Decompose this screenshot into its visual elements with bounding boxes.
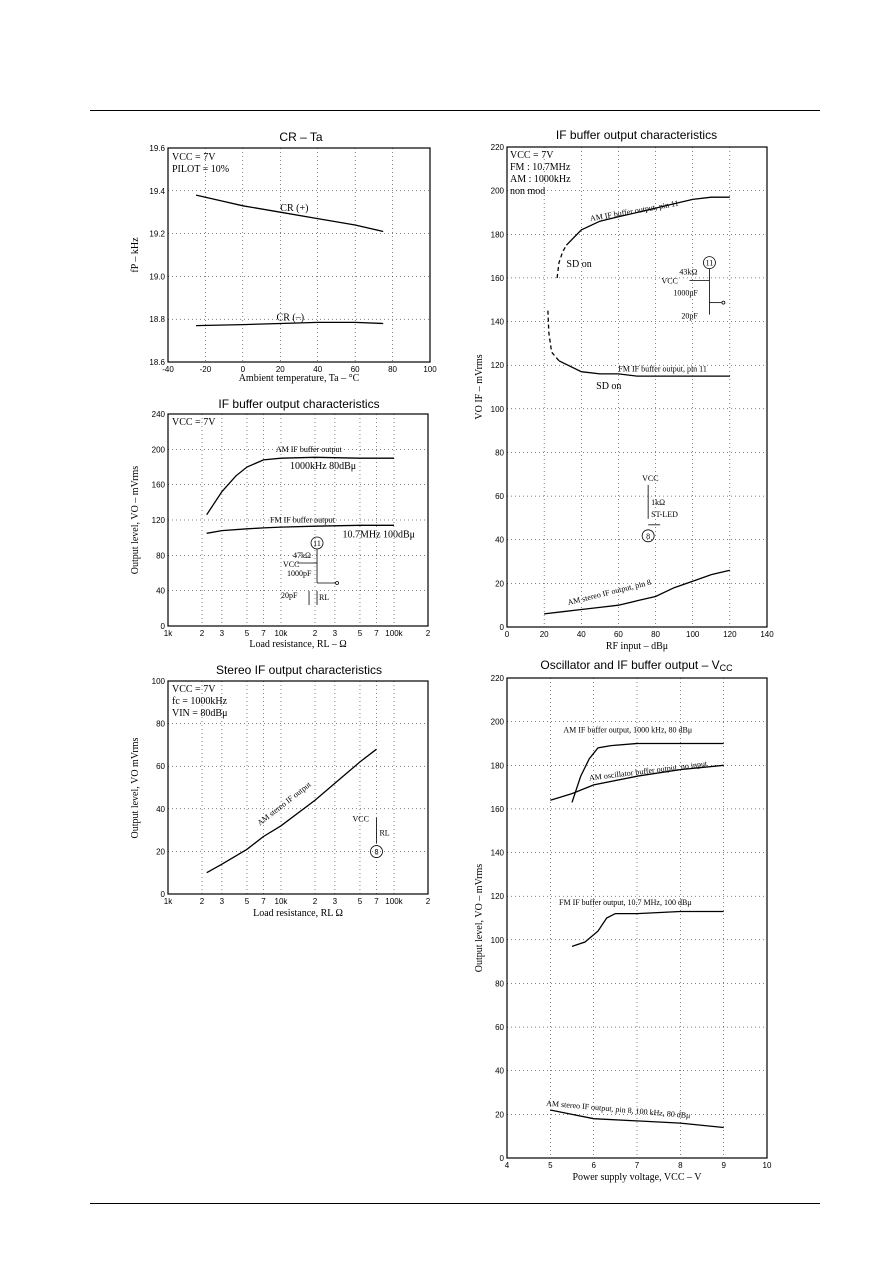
- x-tick-label: 120: [723, 630, 737, 639]
- x-tick-label: 3: [332, 629, 338, 638]
- x-axis-label: Load resistance, RL Ω: [253, 908, 343, 919]
- if-buffer-load-chart: [120, 395, 450, 655]
- y-tick-label: 0: [499, 1154, 504, 1163]
- y-tick-label: 0: [499, 623, 504, 632]
- x-tick-label: 60: [350, 365, 360, 374]
- terminal: [722, 301, 725, 304]
- y-tick-label: 20: [156, 847, 165, 857]
- y-tick-label: 19.6: [149, 144, 165, 153]
- y-tick-label: 60: [156, 762, 165, 772]
- y-tick-label: 200: [490, 186, 504, 196]
- y-axis-label: Output level, VO – mVrms: [474, 863, 485, 973]
- x-tick-label: 1k: [163, 629, 173, 638]
- y-tick-label: 80: [156, 551, 165, 561]
- x-tick-label: 5: [548, 1161, 553, 1170]
- x-tick-label: 3: [219, 629, 225, 638]
- y-tick-label: 19.4: [149, 186, 165, 196]
- series-label: AM stereo IF output, pin 8: [566, 577, 653, 608]
- circuit-schematic: [281, 537, 339, 605]
- if-buffer-load-plot: [120, 395, 450, 655]
- resistor-label: 43kΩ: [679, 267, 698, 277]
- sd-label: SD on: [566, 259, 592, 270]
- x-tick-label: 3: [332, 897, 338, 906]
- y-tick-label: 19.2: [149, 229, 165, 239]
- osc-if-vcc-chart: [460, 655, 790, 1190]
- x-tick-label: 10: [762, 1161, 772, 1170]
- x-tick-label: 7: [261, 897, 266, 906]
- x-tick-label: 80: [651, 630, 661, 639]
- y-tick-label: 40: [156, 586, 165, 596]
- x-tick-label: 7: [374, 897, 379, 906]
- vcc-label: VCC: [642, 473, 659, 483]
- chart-title: IF buffer output characteristics: [218, 397, 380, 411]
- y-tick-label: 40: [156, 804, 165, 814]
- led-label: ST-LED: [651, 509, 678, 519]
- x-tick-label: 20: [275, 365, 285, 374]
- y-tick-label: 160: [490, 273, 504, 283]
- condition-note: VCC = 7V: [510, 150, 554, 161]
- condition-label: 1000kHz 80dBμ: [289, 460, 357, 472]
- condition-label: 10.7MHz 100dBμ: [342, 529, 416, 541]
- circuit-schematic-bottom: [642, 474, 678, 542]
- x-tick-label: 0: [504, 630, 510, 639]
- y-axis-label: fP – kHz: [130, 237, 141, 273]
- vcc-label: VCC: [352, 814, 369, 824]
- x-tick-label: 40: [576, 630, 586, 639]
- x-tick-label: 10k: [274, 897, 288, 906]
- stereo-if-chart: [120, 660, 450, 925]
- x-tick-label: 10k: [274, 629, 288, 638]
- x-tick-label: 5: [244, 629, 250, 638]
- y-tick-label: 20: [495, 579, 504, 589]
- sd-transition-fm: [548, 311, 559, 361]
- sd-transition-am: [557, 245, 566, 278]
- y-tick-label: 200: [151, 445, 165, 455]
- y-tick-label: 100: [151, 677, 165, 686]
- y-tick-label: 220: [490, 674, 504, 683]
- y-tick-label: 100: [490, 404, 504, 414]
- condition-note: VIN = 80dBμ: [172, 708, 228, 719]
- vcc-label: VCC: [661, 276, 678, 286]
- series-label: AM IF buffer output, 1000 kHz, 80 dBμ: [563, 725, 693, 735]
- if-buffer-rf-chart: [460, 125, 790, 655]
- x-tick-label: 40: [313, 365, 323, 374]
- x-tick-label: 7: [634, 1161, 640, 1170]
- sd-label: SD on: [596, 381, 622, 393]
- condition-note: VCC = 7V: [172, 152, 216, 163]
- y-tick-label: 160: [490, 804, 504, 814]
- chart-title: CR – Ta: [279, 130, 323, 144]
- x-tick-label: 9: [721, 1161, 726, 1170]
- stereo-if-plot: [120, 660, 450, 925]
- series-am-stereo-if-line: [207, 749, 377, 873]
- y-tick-label: 18.6: [149, 358, 165, 367]
- x-tick-label: 80: [388, 365, 398, 374]
- y-tick-label: 120: [490, 892, 504, 902]
- series-label: AM IF buffer output, pin 11: [589, 198, 680, 224]
- y-tick-label: 120: [490, 361, 504, 371]
- x-tick-label: 2: [199, 629, 205, 638]
- cr-ta-chart: [120, 125, 450, 390]
- y-tick-label: 180: [490, 230, 504, 240]
- y-tick-label: 60: [495, 1023, 504, 1033]
- x-tick-label: 1k: [163, 897, 173, 906]
- y-tick-label: 220: [490, 143, 504, 152]
- chart-title: Stereo IF output characteristics: [215, 663, 383, 677]
- x-tick-label: 2: [425, 629, 431, 638]
- series-label: AM stereo IF output: [255, 779, 313, 828]
- circuit-schematic: [352, 815, 389, 858]
- series-label: CR (+): [280, 203, 309, 215]
- x-tick-label: -40: [162, 365, 174, 374]
- capacitor-label: 1000pF: [673, 288, 698, 298]
- x-tick-label: 100k: [385, 629, 403, 638]
- condition-note: non mod: [510, 186, 546, 197]
- x-tick-label: -20: [199, 365, 212, 374]
- if-buffer-rf-plot: [460, 125, 790, 655]
- circuit-schematic-top: [661, 257, 725, 321]
- capacitor-label: 1000pF: [287, 568, 312, 578]
- y-tick-label: 40: [495, 1066, 504, 1076]
- condition-note: VCC = 7V: [172, 684, 216, 695]
- pin-label: 8: [646, 531, 651, 541]
- osc-if-vcc-plot: [460, 655, 790, 1190]
- x-tick-label: 5: [357, 629, 363, 638]
- series-label: AM stereo IF output, pin 8, 100 kHz, 80 dBμ: [545, 1098, 691, 1121]
- x-axis-label: Ambient temperature, Ta – °C: [238, 373, 360, 384]
- y-axis-label: VO IF – mVrms: [474, 354, 485, 420]
- x-tick-label: 2: [425, 897, 431, 906]
- y-tick-label: 100: [490, 935, 504, 945]
- series-label: FM IF buffer output, pin 11: [618, 364, 707, 374]
- x-axis-label: Power supply voltage, VCC – V: [572, 1172, 702, 1183]
- load-label: RL: [379, 828, 390, 838]
- x-axis-label: Load resistance, RL – Ω: [249, 639, 347, 650]
- series-label: FM IF buffer output: [270, 515, 335, 525]
- x-tick-label: 3: [219, 897, 225, 906]
- y-tick-label: 200: [490, 717, 504, 727]
- y-tick-label: 40: [495, 535, 504, 545]
- x-tick-label: 7: [261, 629, 266, 638]
- resistor-label: 47kΩ: [293, 550, 311, 560]
- x-tick-label: 140: [760, 630, 774, 639]
- x-tick-label: 5: [357, 897, 363, 906]
- condition-note: AM : 1000kHz: [510, 174, 571, 185]
- chart-title: [505, 658, 768, 673]
- pin-label: 11: [313, 538, 321, 548]
- x-tick-label: 6: [591, 1161, 596, 1170]
- capacitor-label: 20pF: [281, 590, 298, 600]
- y-tick-label: 18.8: [149, 315, 165, 325]
- resistor-label: 1kΩ: [651, 497, 666, 507]
- y-tick-label: 140: [490, 848, 504, 858]
- x-tick-label: 100: [686, 630, 700, 639]
- x-tick-label: 0: [240, 365, 246, 374]
- y-axis-label: Output level, VO – mVrms: [130, 465, 141, 575]
- cr-ta-plot: [120, 125, 450, 390]
- header-rule: [90, 110, 820, 111]
- y-tick-label: 19.0: [149, 272, 165, 282]
- plot-frame: [507, 147, 767, 627]
- capacitor-label: 20pF: [681, 311, 698, 321]
- y-tick-label: 80: [495, 448, 504, 458]
- x-tick-label: 5: [244, 897, 250, 906]
- pin-label: 11: [705, 258, 714, 268]
- chart-title-main: Oscillator and IF buffer output – V: [540, 658, 720, 672]
- x-tick-label: 20: [539, 630, 549, 639]
- x-tick-label: 8: [678, 1161, 683, 1170]
- condition-note: VCC = 7V: [172, 417, 216, 428]
- y-tick-label: 120: [151, 516, 165, 525]
- footer-rule: [90, 1203, 820, 1204]
- y-tick-label: 0: [160, 622, 165, 631]
- y-tick-label: 140: [490, 317, 504, 327]
- grid: [168, 148, 430, 362]
- load-label: RL: [319, 592, 330, 602]
- condition-note: fc = 1000kHz: [172, 696, 228, 707]
- x-tick-label: 60: [613, 630, 623, 639]
- y-tick-label: 60: [495, 492, 504, 502]
- series-label: AM IF buffer output: [275, 444, 342, 454]
- x-axis-label: RF input – dBμ: [605, 641, 669, 652]
- series-fm-if-buffer-line: [572, 912, 724, 947]
- x-tick-label: 100k: [385, 897, 403, 906]
- grid: [507, 678, 767, 1158]
- y-tick-label: 20: [495, 1110, 504, 1120]
- vcc-label: VCC: [283, 559, 300, 569]
- x-tick-label: 100: [423, 365, 437, 374]
- series-label: CR (–): [276, 312, 305, 324]
- y-tick-label: 240: [151, 410, 165, 419]
- chart-title: IF buffer output characteristics: [555, 128, 718, 142]
- series-am-stereo-if-line: [544, 570, 730, 614]
- y-tick-label: 80: [156, 719, 165, 729]
- condition-note: PILOT = 10%: [172, 164, 230, 175]
- pin-label: 8: [374, 847, 379, 857]
- terminal: [336, 581, 339, 584]
- y-axis-label: Output level, VO mVrms: [130, 737, 141, 839]
- y-tick-label: 160: [151, 480, 165, 490]
- y-tick-label: 0: [160, 890, 165, 899]
- grid: [507, 147, 767, 627]
- condition-note: FM : 10.7MHz: [510, 162, 571, 173]
- series-label: AM oscillator buffer output, no input: [588, 759, 708, 783]
- x-tick-label: 4: [504, 1161, 510, 1170]
- x-tick-label: 7: [374, 629, 379, 638]
- x-tick-label: 2: [312, 629, 318, 638]
- x-tick-label: 2: [312, 897, 318, 906]
- series-label: FM IF buffer output, 10.7 MHz, 100 dBμ: [559, 897, 692, 907]
- plot-frame: [168, 148, 430, 362]
- x-tick-label: 2: [199, 897, 205, 906]
- chart-title-sub: CC: [719, 663, 733, 673]
- y-tick-label: 180: [490, 761, 504, 771]
- y-tick-label: 80: [495, 979, 504, 989]
